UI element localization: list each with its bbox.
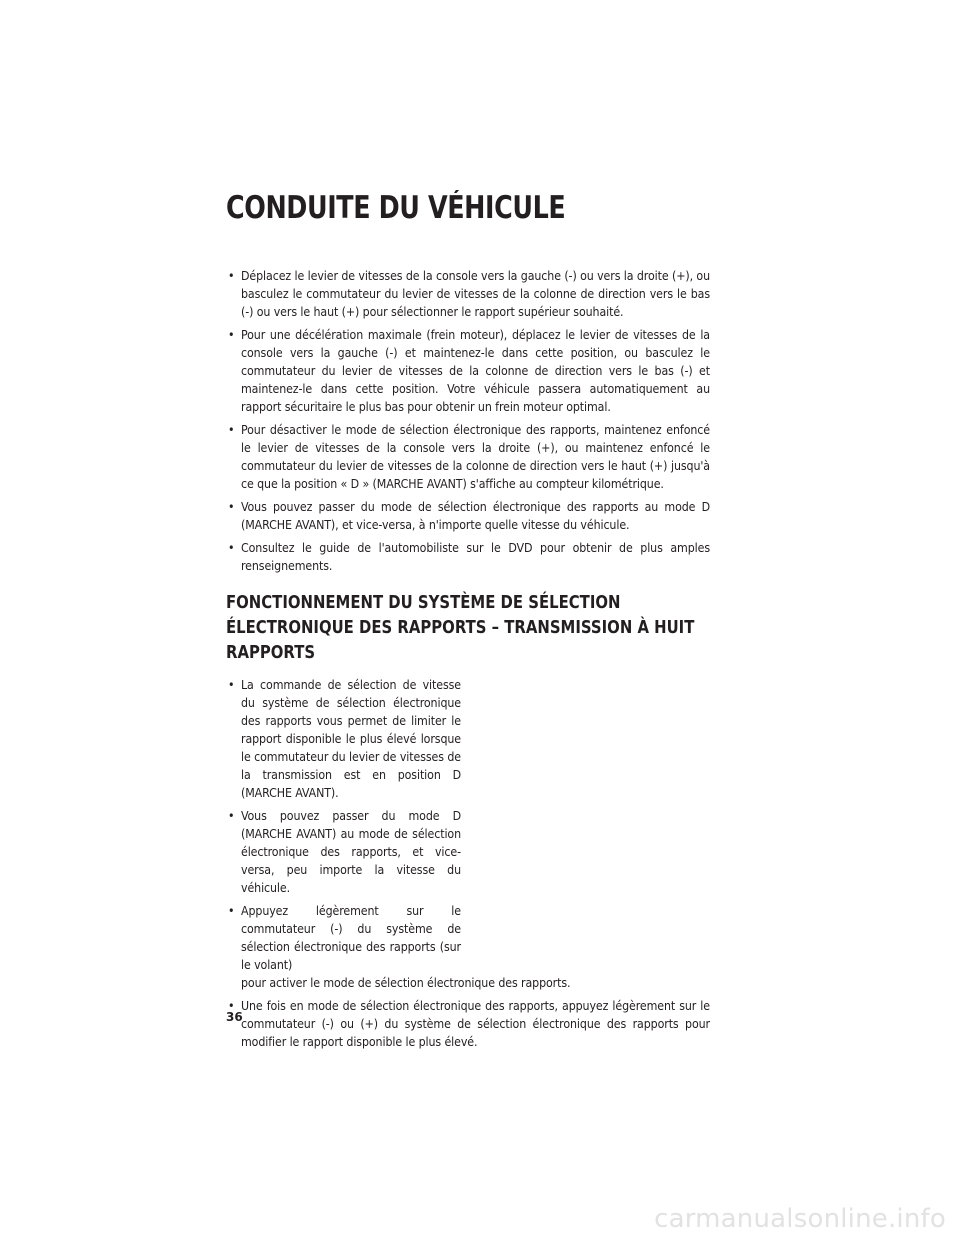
intro-bullet-list: [226, 267, 710, 575]
list-item-text-continued: pour activer le mode de sélection électronique des rapports.: [241, 976, 571, 990]
section-heading: [226, 591, 702, 666]
list-item: • La commande de sélection de vitesse du système de sélection électronique des rapports vous permet de limiter le rapport disponible le plus élevé lorsque le commutateur du levier de vitesses de la transmission est en position D (MARCHE AVANT).: [226, 676, 461, 802]
section-heading-line: RAPPORTS: [226, 643, 316, 663]
list-item: • Pour désactiver le mode de sélection électronique des rapports, maintenez enfoncé le levier de vitesses de la console vers la droite (+), ou maintenez enfoncé le commutateur du levier de vitesses de la colonne de direction vers le haut (+) jusqu'à ce que la position « D » (MARCHE AVANT) s'affiche au compteur kilométrique.: [226, 421, 710, 493]
list-item: • Pour une décélération maximale (frein moteur), déplacez le levier de vitesses de la console vers la gauche (-) et maintenez-le dans cette position, ou basculez le commutateur du levier de vitesses de la colonne de direction vers le bas (-) et maintenez-le dans cette position. Votre véhicule passera automatiquement au rapport sécuritaire le plus bas pour obtenir un frein moteur optimal.: [226, 326, 710, 416]
list-item: • Déplacez le levier de vitesses de la console vers la gauche (-) ou vers la droite (+), ou basculez le commutateur du levier de vitesses de la colonne de direction vers le bas (-) ou vers le haut (+) pour sélectionner le rapport supérieur souhaité.: [226, 267, 710, 321]
list-item: • Vous pouvez passer du mode de sélection électronique des rapports au mode D (MARCHE AVANT), et vice-versa, à n'importe quelle vitesse du véhicule.: [226, 498, 710, 534]
page-number: 36: [226, 1010, 243, 1024]
page-title: CONDUITE DU VÉHICULE: [226, 190, 566, 226]
section-heading-line: FONCTIONNEMENT DU SYSTÈME DE SÉLECTION: [226, 593, 621, 613]
watermark: carmanualsonline.info: [654, 1204, 946, 1234]
list-item: • Vous pouvez passer du mode D (MARCHE AVANT) au mode de sélection électronique des rapports, et vice-versa, peu importe la vitesse du véhicule.: [226, 807, 461, 897]
list-item-text: • Appuyez légèrement sur le commutateur (-) du système de sélection électronique des rapports (sur le volant): [241, 904, 461, 972]
list-item: • Consultez le guide de l'automobiliste sur le DVD pour obtenir de plus amples renseignements.: [226, 539, 710, 575]
list-item: [226, 902, 710, 992]
section-heading-line: ÉLECTRONIQUE DES RAPPORTS – TRANSMISSION À HUIT: [226, 618, 695, 638]
main-content: [226, 267, 710, 1056]
list-item: • Une fois en mode de sélection électronique des rapports, appuyez légèrement sur le commutateur (-) ou (+) du système de sélection électronique des rapports pour modifier le rapport disponible le plus élevé.: [226, 997, 710, 1051]
section-bullet-list: [226, 676, 710, 1051]
